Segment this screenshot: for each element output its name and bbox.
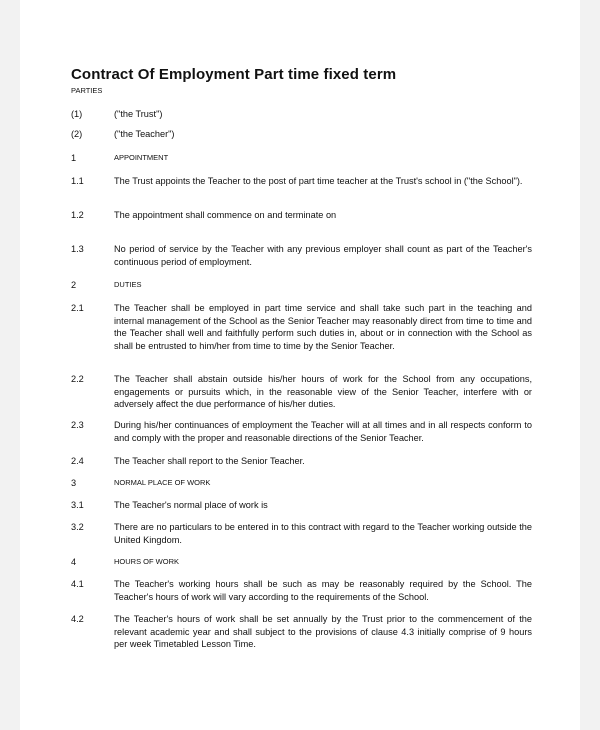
clause-number: 2.3 — [71, 420, 84, 430]
clause-number: 1 — [71, 153, 77, 163]
clause-text: The appointment shall commence on and terminate on — [114, 210, 337, 220]
clause-number: 4.2 — [71, 614, 84, 624]
clause-number: (2) — [71, 129, 83, 139]
clause-text: The Teacher's normal place of work is — [114, 500, 268, 510]
clause-number: 1.2 — [71, 210, 84, 220]
clause-text: There are no particulars to be entered in to this contract with regard to the Teacher working outside the United Kingdom. — [114, 522, 532, 545]
clause-number: 3.2 — [71, 522, 84, 532]
clause-text: The Teacher's hours of work shall be set annually by the Trust prior to the commencement of the relevant academic year and shall subject to the provisions of clause 4.3 initially comprise of 9 hours per week Timetabled Lesson Time. — [114, 614, 532, 649]
parties-label: PARTIES — [71, 86, 103, 95]
document-title: Contract Of Employment Part time fixed term — [71, 66, 397, 83]
clause-text: The Teacher shall be employed in part time service and shall take such part in the teaching and internal management of the School as the Senior Teacher may reasonably direct from time to time and the Teacher shall well and faithfully perform such duties in, about or in connection with the School as shall be entrusted to him/her from time to time by the Senior Teacher. — [114, 303, 532, 351]
clause-text: ("the Trust") — [114, 109, 163, 119]
clause-number: (1) — [71, 109, 83, 119]
clause-number: 4 — [71, 557, 77, 567]
clause-text: No period of service by the Teacher with any previous employer shall count as part of the Teacher's continuous period of employment. — [114, 244, 532, 267]
section-heading: HOURS OF WORK — [114, 557, 179, 566]
section-heading: DUTIES — [114, 280, 142, 289]
clause-number: 2.1 — [71, 303, 84, 313]
clause-number: 1.1 — [71, 176, 84, 186]
clause-text: The Teacher's working hours shall be such as may be reasonably required by the School. The Teacher's hours of work will vary according to the requirements of the School. — [114, 579, 532, 602]
section-heading: APPOINTMENT — [114, 153, 169, 162]
clause-text: The Trust appoints the Teacher to the post of part time teacher at the Trust's school in ("the School"). — [114, 176, 523, 186]
clause-number: 3 — [71, 478, 77, 488]
clause-number: 3.1 — [71, 500, 84, 510]
clause-text: The Teacher shall report to the Senior Teacher. — [114, 456, 305, 466]
clause-number: 2.4 — [71, 456, 84, 466]
clause-text: During his/her continuances of employment the Teacher will at all times and in all respects conform to and comply with the proper and reasonable directions of the Senior Teacher. — [114, 420, 532, 443]
clause-number: 4.1 — [71, 579, 84, 589]
section-heading: NORMAL PLACE OF WORK — [114, 478, 211, 487]
clause-text: ("the Teacher") — [114, 129, 175, 139]
clause-text: The Teacher shall abstain outside his/her hours of work for the School from any occupations, engagements or pursuits which, in the reasonable view of the Senior Teacher, interfere with or adversely affect the due performance of his/her duties. — [114, 374, 532, 409]
clause-number: 2 — [71, 280, 77, 290]
clause-number: 2.2 — [71, 374, 84, 384]
clause-number: 1.3 — [71, 244, 84, 254]
